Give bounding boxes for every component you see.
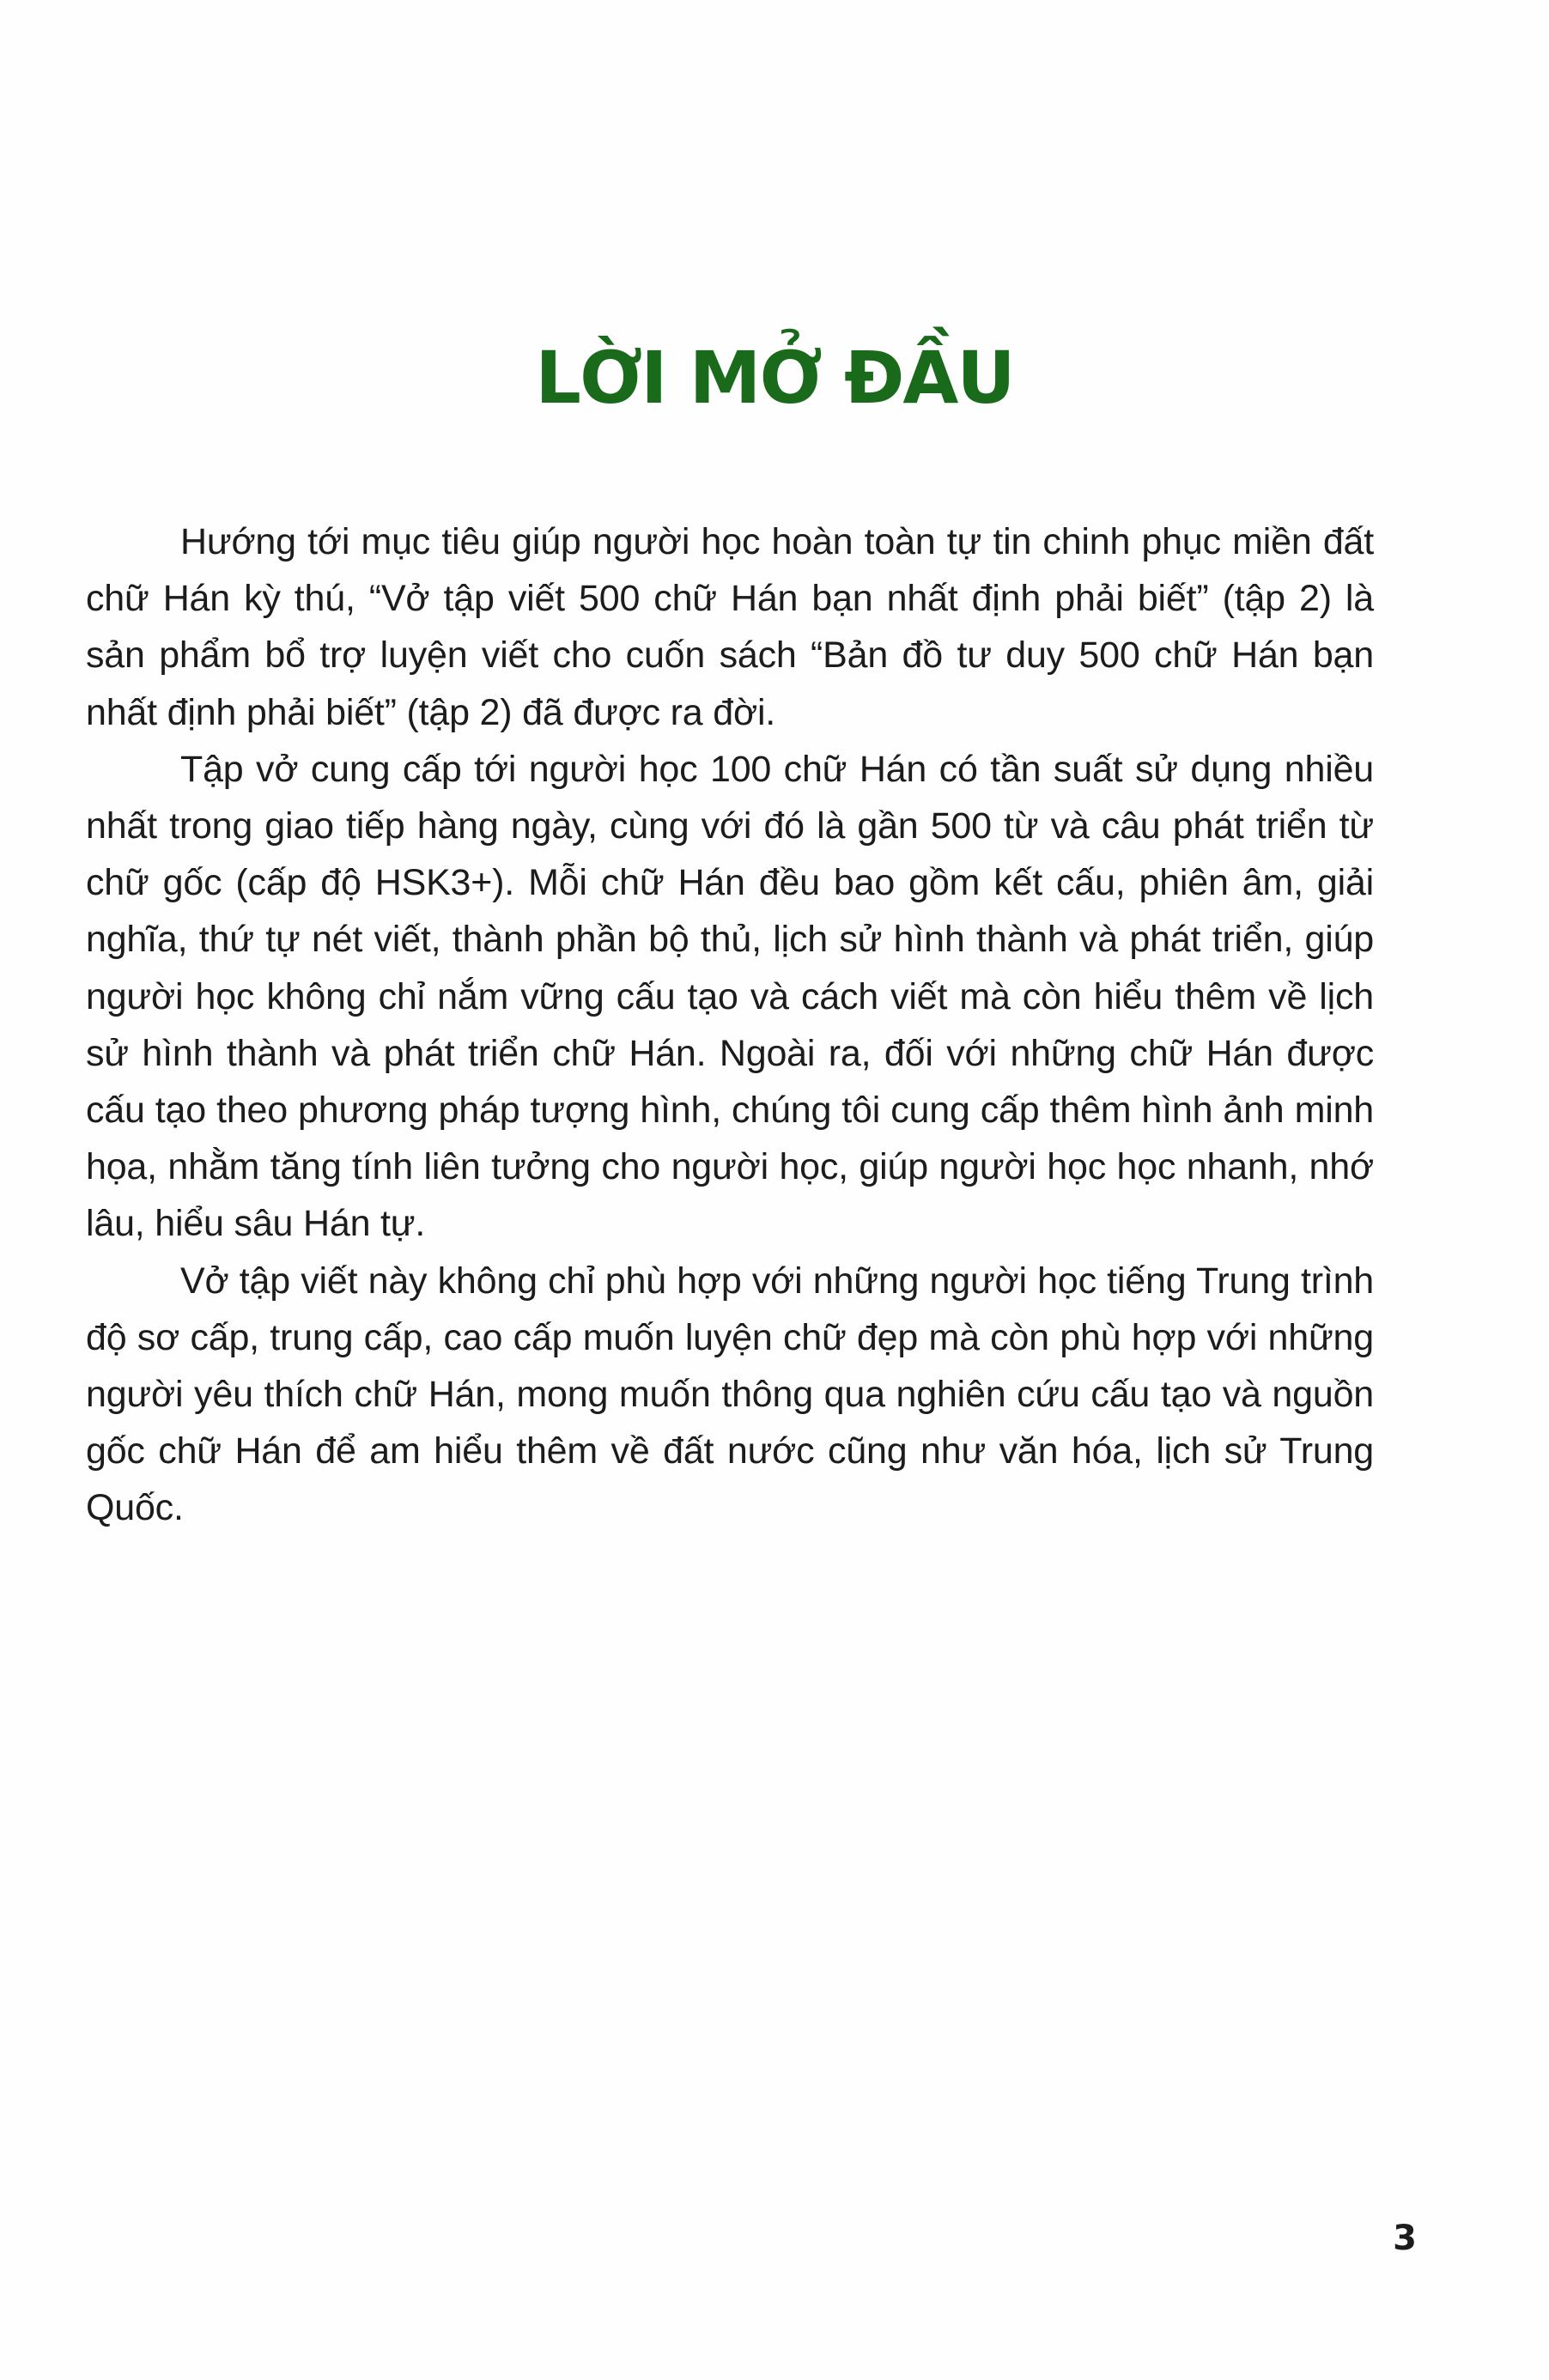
page-number: 3 <box>1393 2219 1417 2258</box>
paragraph-1: Hướng tới mục tiêu giúp người học hoàn toàn tự tin chinh phục miền đất chữ Hán kỳ thú, “Vở tập viết 500 chữ Hán bạn nhất định phải biết” (tập 2) là sản phẩm bổ trợ luyện viết cho cuốn sách “Bản đồ tư duy 500 chữ Hán bạn nhất định phải biết” (tập 2) đã được ra đời. <box>86 521 1374 733</box>
preface-body <box>86 513 1374 1537</box>
paragraph-2: Tập vở cung cấp tới người học 100 chữ Hán có tần suất sử dụng nhiều nhất trong giao tiếp hàng ngày, cùng với đó là gần 500 từ và câu phát triển từ chữ gốc (cấp độ HSK3+). Mỗi chữ Hán đều bao gồm kết cấu, phiên âm, giải nghĩa, thứ tự nét viết, thành phần bộ thủ, lịch sử hình thành và phát triển, giúp người học không chỉ nắm vững cấu tạo và cách viết mà còn hiểu thêm về lịch sử hình thành và phát triển chữ Hán. Ngoài ra, đối với những chữ Hán được cấu tạo theo phương pháp tượng hình, chúng tôi cung cấp thêm hình ảnh minh họa, nhằm tăng tính liên tưởng cho người học, giúp người học học nhanh, nhớ lâu, hiểu sâu Hán tự. <box>86 748 1374 1245</box>
paragraph-3: Vở tập viết này không chỉ phù hợp với những người học tiếng Trung trình độ sơ cấp, trung cấp, cao cấp muốn luyện chữ đẹp mà còn phù hợp với những người yêu thích chữ Hán, mong muốn thông qua nghiên cứu cấu tạo và nguồn gốc chữ Hán để am hiểu thêm về đất nước cũng như văn hóa, lịch sử Trung Quốc. <box>86 1260 1374 1529</box>
page-title: LỜI MỞ ĐẦU <box>535 336 1014 420</box>
